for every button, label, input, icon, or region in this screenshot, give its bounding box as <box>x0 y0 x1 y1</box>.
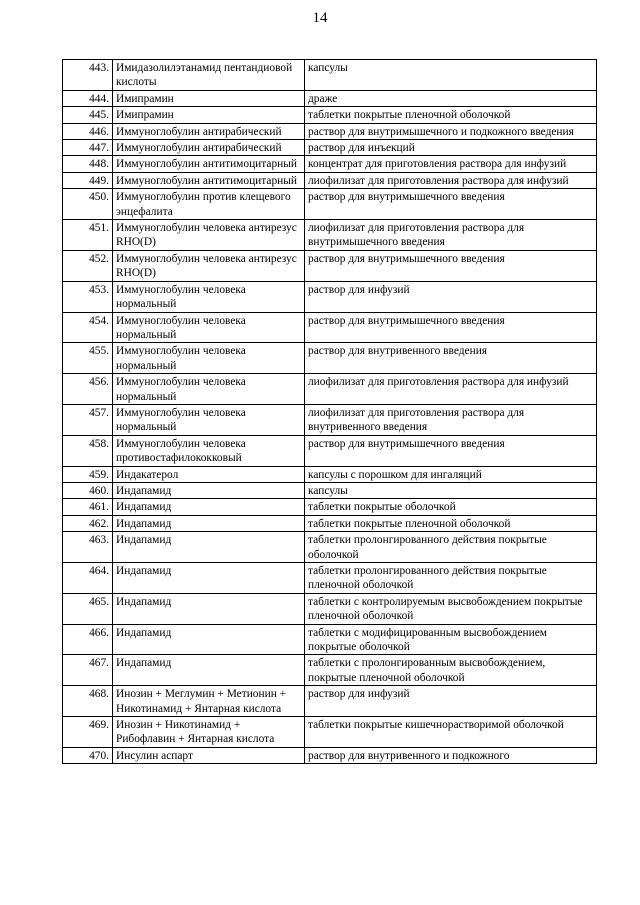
drug-name-cell: Иммуноглобулин против клещевого энцефалита <box>113 189 305 220</box>
dosage-form-cell: раствор для внутримышечного введения <box>305 250 597 281</box>
table-row <box>63 624 597 655</box>
dosage-form-cell: таблетки покрытые оболочкой <box>305 499 597 515</box>
dosage-form-cell: таблетки с пролонгированным высвобождением, покрытые пленочной оболочкой <box>305 655 597 686</box>
row-number-cell: 458. <box>63 435 113 466</box>
table-row <box>63 466 597 482</box>
table-row <box>63 107 597 123</box>
page-number: 14 <box>312 10 328 26</box>
row-number-cell: 459. <box>63 466 113 482</box>
dosage-form-cell: лиофилизат для приготовления раствора для инфузий <box>305 172 597 188</box>
dosage-form-cell: лиофилизат для приготовления раствора для внутривенного введения <box>305 404 597 435</box>
drug-name-cell: Иммуноглобулин человека нормальный <box>113 404 305 435</box>
row-number-cell: 448. <box>63 156 113 172</box>
dosage-form-cell: лиофилизат для приготовления раствора для внутримышечного введения <box>305 220 597 251</box>
row-number-cell: 469. <box>63 717 113 748</box>
dosage-form-cell: концентрат для приготовления раствора для инфузий <box>305 156 597 172</box>
row-number-cell: 456. <box>63 374 113 405</box>
drug-name-cell: Иммуноглобулин человека нормальный <box>113 374 305 405</box>
row-number-cell: 446. <box>63 123 113 139</box>
table-row <box>63 563 597 594</box>
drug-name-cell: Индакатерол <box>113 466 305 482</box>
row-number-cell: 455. <box>63 343 113 374</box>
drug-name-cell: Имипрамин <box>113 90 305 106</box>
dosage-form-cell: таблетки пролонгированного действия покрытые пленочной оболочкой <box>305 563 597 594</box>
table-body <box>63 60 597 764</box>
table-row <box>63 140 597 156</box>
table-row <box>63 172 597 188</box>
drug-name-cell: Иммуноглобулин человека нормальный <box>113 343 305 374</box>
drug-name-cell: Индапамид <box>113 624 305 655</box>
dosage-form-cell: раствор для внутримышечного введения <box>305 435 597 466</box>
dosage-form-cell: раствор для инфузий <box>305 686 597 717</box>
dosage-form-cell: таблетки с модифицированным высвобождением покрытые оболочкой <box>305 624 597 655</box>
table-row <box>63 593 597 624</box>
table-row <box>63 532 597 563</box>
row-number-cell: 464. <box>63 563 113 594</box>
dosage-form-cell: таблетки с контролируемым высвобождением покрытые пленочной оболочкой <box>305 593 597 624</box>
row-number-cell: 466. <box>63 624 113 655</box>
table-row <box>63 220 597 251</box>
row-number-cell: 470. <box>63 747 113 763</box>
table-row <box>63 515 597 531</box>
dosage-form-cell: раствор для внутримышечного введения <box>305 189 597 220</box>
table-row <box>63 343 597 374</box>
dosage-form-cell: раствор для внутривенного введения <box>305 343 597 374</box>
table-row <box>63 404 597 435</box>
table-row <box>63 281 597 312</box>
table-row <box>63 250 597 281</box>
row-number-cell: 449. <box>63 172 113 188</box>
table-row <box>63 686 597 717</box>
row-number-cell: 443. <box>63 60 113 91</box>
dosage-form-cell: таблетки покрытые кишечнорастворимой оболочкой <box>305 717 597 748</box>
row-number-cell: 461. <box>63 499 113 515</box>
table-row <box>63 123 597 139</box>
dosage-form-cell: таблетки покрытые пленочной оболочкой <box>305 107 597 123</box>
dosage-form-cell: раствор для внутримышечного введения <box>305 312 597 343</box>
table-row <box>63 312 597 343</box>
drug-name-cell: Иммуноглобулин человека нормальный <box>113 281 305 312</box>
dosage-form-cell: таблетки пролонгированного действия покрытые оболочкой <box>305 532 597 563</box>
table-row <box>63 189 597 220</box>
drug-name-cell: Иммуноглобулин человека антирезус RHO(D) <box>113 250 305 281</box>
table-row <box>63 747 597 763</box>
dosage-form-cell: капсулы <box>305 60 597 91</box>
drug-name-cell: Инсулин аспарт <box>113 747 305 763</box>
table-row <box>63 435 597 466</box>
row-number-cell: 465. <box>63 593 113 624</box>
dosage-form-cell: драже <box>305 90 597 106</box>
row-number-cell: 462. <box>63 515 113 531</box>
row-number-cell: 460. <box>63 482 113 498</box>
table-row <box>63 374 597 405</box>
table-row <box>63 717 597 748</box>
row-number-cell: 452. <box>63 250 113 281</box>
row-number-cell: 468. <box>63 686 113 717</box>
table-row <box>63 499 597 515</box>
drug-name-cell: Имипрамин <box>113 107 305 123</box>
drug-name-cell: Иммуноглобулин человека нормальный <box>113 312 305 343</box>
drug-name-cell: Индапамид <box>113 532 305 563</box>
row-number-cell: 445. <box>63 107 113 123</box>
row-number-cell: 457. <box>63 404 113 435</box>
drug-name-cell: Индапамид <box>113 499 305 515</box>
dosage-form-cell: капсулы с порошком для ингаляций <box>305 466 597 482</box>
table-row <box>63 90 597 106</box>
drug-name-cell: Индапамид <box>113 563 305 594</box>
dosage-form-cell: раствор для внутримышечного и подкожного введения <box>305 123 597 139</box>
dosage-form-cell: раствор для внутривенного и подкожного <box>305 747 597 763</box>
drug-name-cell: Индапамид <box>113 482 305 498</box>
drug-name-cell: Индапамид <box>113 655 305 686</box>
drug-name-cell: Иммуноглобулин антитимоцитарный <box>113 172 305 188</box>
drug-name-cell: Индапамид <box>113 593 305 624</box>
dosage-form-cell: лиофилизат для приготовления раствора для инфузий <box>305 374 597 405</box>
drug-name-cell: Иммуноглобулин антитимоцитарный <box>113 156 305 172</box>
table-row <box>63 60 597 91</box>
dosage-form-cell: раствор для инфузий <box>305 281 597 312</box>
row-number-cell: 463. <box>63 532 113 563</box>
row-number-cell: 454. <box>63 312 113 343</box>
row-number-cell: 444. <box>63 90 113 106</box>
drug-name-cell: Иммуноглобулин антирабический <box>113 140 305 156</box>
row-number-cell: 467. <box>63 655 113 686</box>
drug-name-cell: Имидазолилэтанамид пентандиовой кислоты <box>113 60 305 91</box>
dosage-form-cell: капсулы <box>305 482 597 498</box>
row-number-cell: 447. <box>63 140 113 156</box>
dosage-form-cell: таблетки покрытые пленочной оболочкой <box>305 515 597 531</box>
table-row <box>63 156 597 172</box>
drug-name-cell: Иммуноглобулин человека противостафилококковый <box>113 435 305 466</box>
drug-name-cell: Инозин + Меглумин + Метионин + Никотинамид + Янтарная кислота <box>113 686 305 717</box>
row-number-cell: 453. <box>63 281 113 312</box>
table-row <box>63 482 597 498</box>
drug-name-cell: Инозин + Никотинамид + Рибофлавин + Янтарная кислота <box>113 717 305 748</box>
drug-name-cell: Индапамид <box>113 515 305 531</box>
table-row <box>63 655 597 686</box>
dosage-form-cell: раствор для инъекций <box>305 140 597 156</box>
drug-table <box>62 59 597 764</box>
drug-name-cell: Иммуноглобулин антирабический <box>113 123 305 139</box>
row-number-cell: 450. <box>63 189 113 220</box>
row-number-cell: 451. <box>63 220 113 251</box>
drug-name-cell: Иммуноглобулин человека антирезус RHO(D) <box>113 220 305 251</box>
